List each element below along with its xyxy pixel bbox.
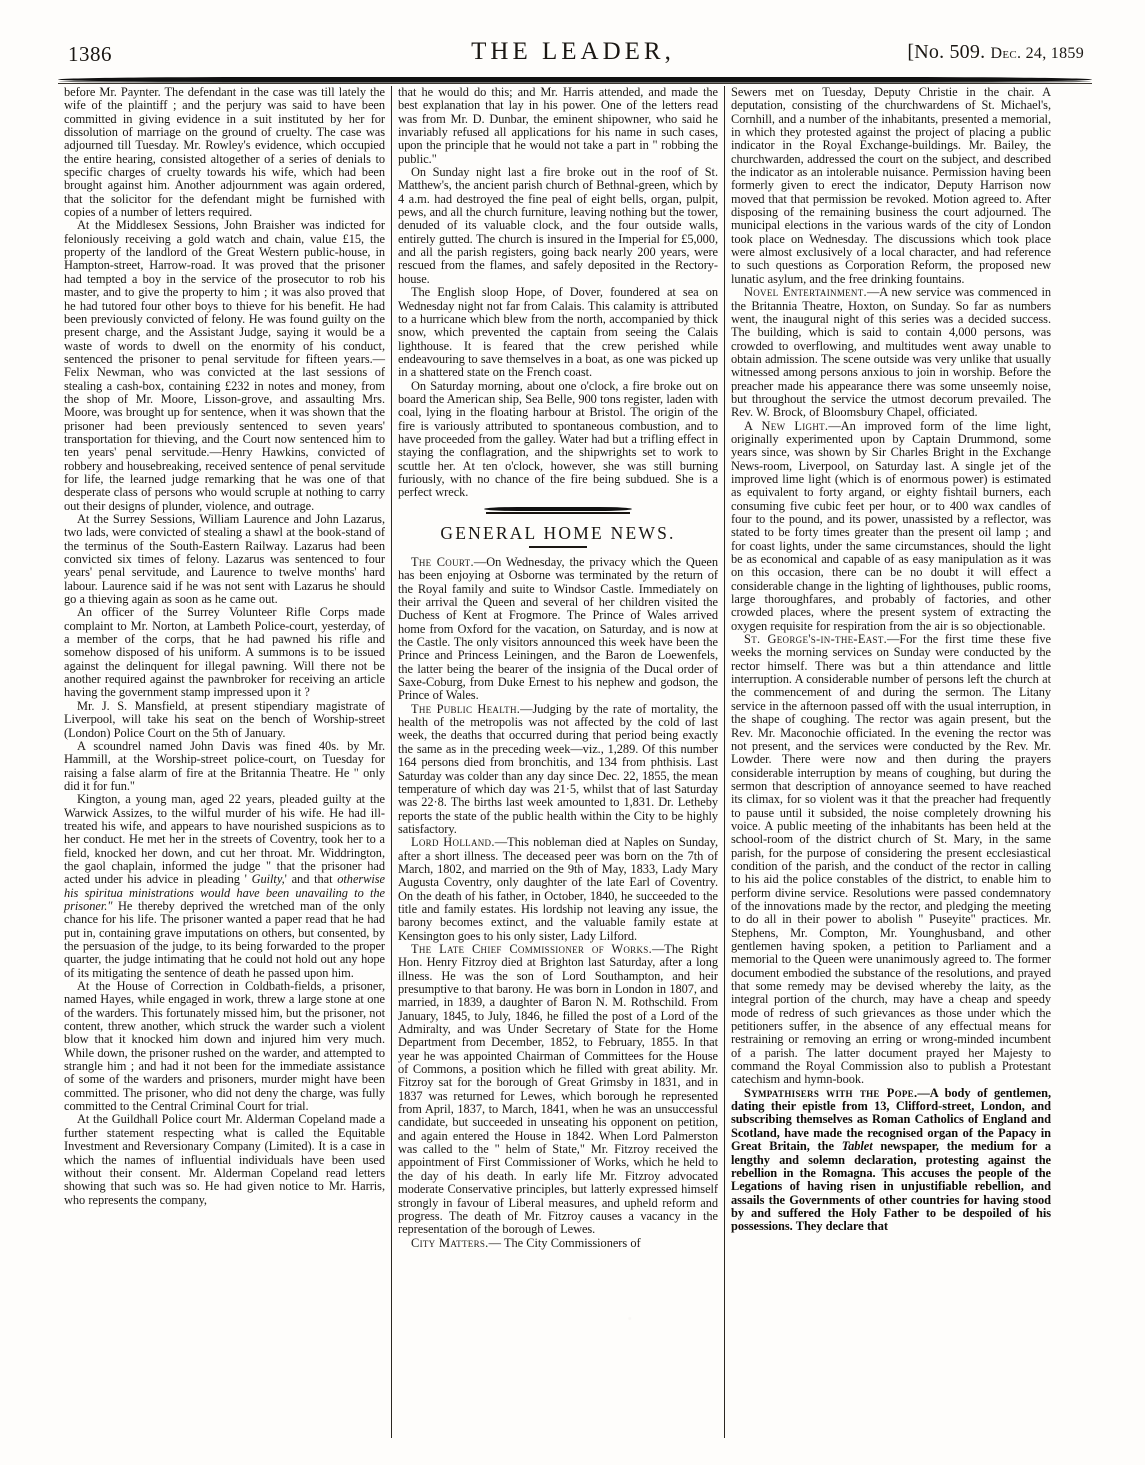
paragraph: Mr. J. S. Mansfield, at present stipendiary magistrate of Liverpool, will take his seat on the bench of Worship-street (London) Police Court on the 5th of January. [64, 698, 385, 740]
italic-run: Tablet [841, 1139, 873, 1154]
italic-run: Guilty, [251, 872, 285, 887]
paragraph-lord-holland [398, 836, 718, 943]
paragraph-novel-entertainment [731, 286, 1051, 419]
column-3 [724, 86, 1057, 1438]
item-heading: St. George's-in-the-East. [744, 632, 888, 647]
issue-line [907, 41, 1084, 64]
text-run: —On Wednesday, the privacy which the Queen has been enjoying at Osborne was terminated by the return of the Royal family and suite to Windsor Castle. Immediately on their arrival the Queen and several of her children visited the Duchess of Kent at Frogmore. The Prince of Wales arrived home from Oxford for the vacation, on Saturday, and is now at the Castle. The only visitors announced this week have been the Prince and Princess Leiningen, and the Baron de Loewenfels, the latter being the bearer of the insignia of the Ducal order of Saxe-Coburg, from Duke Ernest to his nephew and godson, the Prince of Wales. [398, 555, 719, 703]
paragraph-city-matters [398, 1237, 718, 1250]
paragraph: An officer of the Surrey Volunteer Rifle Corps made complaint to Mr. Norton, at Lambeth Police-court, yesterday, of a member of the corps, that he had pawned his rifle and somehow disposed of his uniform. A summons is to be issued against the delinquent for illegal pawning. Will there not be another required against the pawnbroker for receiving an article having the government stamp impressed upon it ? [64, 605, 385, 700]
item-heading: The Court. [411, 555, 474, 569]
masthead-rule [58, 77, 1092, 82]
paragraph: A scoundrel named John Davis was fined 40s. by Mr. Hammill, at the Worship-street police-court, on Tuesday for raising a false alarm of fire at the Britannia Theatre. He " only did it for fun." [64, 738, 385, 793]
issue-number: [No. 509. [907, 41, 986, 63]
column-1 [58, 86, 391, 1438]
paragraph: On Saturday morning, about one o'clock, a fire broke out on board the American ship, Sea Belle, 900 tons register, laden with coal, lying in the floating harbour at Bristol. The origin of the fire is variously attributed to spontaneous combustion, and to have proceeded from the galley. Water had but a trifling effect in staying the conflagration, and the shipwrights set to work to scuttle her. At ten o'clock, however, she was still burning furiously, with no chance of the fire being subdued. She is a perfect wreck. [398, 378, 718, 500]
section-heading-general-home-news: GENERAL HOME NEWS. [440, 522, 676, 543]
text-run: —The Right Hon. Henry Fitzroy died at Brighton last Saturday, after a long illness. He was the son of Lord Southampton, and heir presumptive to that barony. He was born in London in 1807, and married, in 1839, a daughter of Baron N. M. Rothschild. From January, 1845, to July, 1846, he filled the post of a Lord of the Admiralty, and was Under Secretary of State for the Home Department from December, 1852, to February, 1855. In that year he was appointed Chairman of Committees for the House of Commons, a position which he filled with great ability. Mr. Fitzroy sat for the borough of Great Grimsby in 1831, and in 1837 was returned for Lewes, which borough he represented from April, 1837, to March, 1841, when he was an unsuccessful candidate, but succeeded in unseating his opponent on petition, and again entered the House in 1842. When Lord Palmerston was called to the " helm of State," Mr. Fitzroy received the appointment of First Commissioner of Works, which he held to the day of his death. In early life Mr. Fitzroy advocated moderate Conservative principles, but latterly expressed himself strongly in favour of Liberal measures, and upheld reform and progress. The death of Mr. Fitzroy causes a vacancy in the representation of the borough of Lewes. [398, 941, 718, 1237]
text-run: Kington, a young man, aged 22 years, pleaded guilty at the Warwick Assizes, to the wilful murder of his wife. He had ill-treated his wife, and appears to have nourished suspicions as to her conduct. He met her in the streets of Coventry, took her to a field, knocked her down, and cut her throat. Mr. Widdrington, the gaol chaplain, informed the judge " that the prisoner had acted under his advice in pleading ' [64, 792, 385, 887]
column-grid [58, 86, 1092, 1438]
paragraph-public-health [398, 703, 718, 836]
text-run: —Judging by the rate of mortality, the health of the metropolis was not affected by the cold of last week, the deaths that occurred during that period being exactly the same as in the preceding week—viz., 1,289. Of this number 164 persons died from bronchitis, and 134 from phthisis. Last Saturday was colder than any day since Dec. 22, 1855, the mean temperature of which day was 21·5, whilst that of last Saturday was 22·8. The births last week amounted to 1,831. Dr. Letheby reports the state of the public health within the City to be highly satisfactory. [398, 701, 718, 836]
text-run: He thereby deprived the wretched man of the only chance for his life. The prisoner wanted a paper read that he had put in, containing grave imputations on others, but consented, by the persuasion of the judge, to its being forwarded to the proper quarter, the judge intimating that he could not hold out any hope of its mitigating the sentence of death he passed upon him. [64, 898, 385, 980]
paragraph: Sewers met on Tuesday, Deputy Christie in the chair. A deputation, consisting of the churchwardens of St. Michael's, Cornhill, and a number of the inhabitants, presented a memorial, in which they protested against the project of placing a public indicator in the Royal Exchange-buildings. Mr. Bailey, the churchwarden, addressed the court on the subject, and described the indicator as an intolerable nuisance. Permission having been formerly given to erect the indicator, Deputy Harrison now moved that that permission be revoked. Motion agreed to. After disposing of the remaining business the court adjourned. The municipal elections in the various wards of the city of London took place on Wednesday. The discussions which took place were almost exclusively of a local character, and had reference to such questions as Corporation Reform, the proposed new lunatic asylum, and the free drinking fountains. [731, 85, 1051, 286]
item-heading: The Late Chief Commissioner of Works. [411, 941, 652, 956]
column-2 [391, 86, 724, 1438]
item-heading: The Public Health. [411, 701, 521, 716]
paragraph-chief-commissioner-of-works [398, 943, 718, 1237]
item-heading: City Matters. [411, 1235, 489, 1250]
section-divider-rule [484, 507, 632, 511]
paragraph-kington-murder [64, 793, 385, 980]
paragraph-sympathisers-with-the-pope [731, 1087, 1051, 1234]
column-1-body [64, 86, 385, 1207]
text-run: — The City Commissioners of [488, 1235, 641, 1250]
paragraph-the-court [398, 556, 718, 703]
text-run: —A new service was commenced in the Britannia Theatre, Hoxton, on Sunday. So far as numbers went, the inaugural night of this series was a decided success. The building, which is said to contain 4,000 persons, was crowded to overflowing, and multitudes went away unable to obtain admission. The scene outside was very unlike that usually witnessed among persons anxious to join in worship. Before the preacher made his appearance there was some unseemly noise, but throughout the service the utmost decorum prevailed. The Rev. W. Brock, of Bloomsbury Chapel, officiated. [731, 285, 1051, 420]
paragraph: that he would do this; and Mr. Harris attended, and made the best explanation that lay in his power. One of the letters read was from Mr. D. Dunbar, the eminent shipowner, who said he invariably refused all applications for his name in such cases, upon the principle that he would not take a part in " robbing the public." [398, 85, 718, 166]
paragraph: before Mr. Paynter. The defendant in the case was till lately the wife of the plaintiff ; and the perjury was said to have been committed in giving evidence in a suit instituted by her for dissolution of marriage on the ground of cruelty. The case was adjourned till Tuesday. Mr. Rowley's evidence, which occupied the entire hearing, consisted altogether of a series of denials to specific charges of cruelty towards his wife, which had been brought against him. Another adjournment was again ordered, that the solicitor for the defendant might be furnished with copies of a number of letters required. [64, 85, 385, 220]
column-2-body [398, 86, 718, 1250]
item-heading: A New Light. [744, 418, 829, 433]
section-heading-underline [529, 546, 587, 548]
paragraph: The English sloop Hope, of Dover, foundered at sea on Wednesday night not far from Calais. This calamity is attributed to a hurricane which blew from the north, accompanied by thick snow, which prevented the captain from seeing the Calais lighthouse. It is feared that the crew perished while endeavouring to save themselves in a boat, as one was picked up in a shattered state on the French coast. [398, 285, 718, 380]
issue-date: Dec. 24, 1859 [990, 45, 1084, 62]
text-run: —An improved form of the lime light, originally experimented upon by Captain Drummond, some years since, was shown by Sir Charles Bright in the Exchange News-room, Liverpool, on Saturday last. A single jet of the improved lime light (which is of enormous power) is estimated as equivalent to forty argand, or eighty fishtail burners, each consuming five cubic feet per hour, or to 400 wax candles of four to the pound, and its power, unassisted by a reflector, was stated to be forty times greater than the present oil lamp ; and for coast lights, under the same circumstances, should the light be as economical and capable of as easy manipulation as it was on this occasion, there can be no doubt it will effect a considerable change in the lighting of lighthouses, public rooms, large thoroughfares, and probably of factories, and other crowded places, where the present system of extracting the oxygen requisite for respiration from the air is so objectionable. [731, 418, 1052, 633]
paragraph: At the House of Correction in Coldbath-fields, a prisoner, named Hayes, while engaged in work, threw a large stone at one of the warders. This fortunately missed him, but the prisoner, not content, threw another, which struck the warder such a violent blow that it knocked him down and injured him very much. While down, the prisoner rushed on the warder, and attempted to strangle him ; and had it not been for the immediate assistance of some of the warders and prisoners, murder might have been committed. The prisoner, who did not deny the charge, was fully committed to the Central Criminal Court for trial. [64, 979, 385, 1114]
paragraph: On Sunday night last a fire broke out in the roof of St. Matthew's, the ancient parish church of Bethnal-green, which by 4 a.m. had destroyed the fine peal of eight bells, organ, pulpit, pews, and all the church furniture, leaving nothing but the tower, denuded of its valuable clock, and the four outside walls, entirely gutted. The church is insured in the Imperial for £5,000, and all the parish registers, going back nearly 200 years, were rescued from the flames, and safely deposited in the Rectory-house. [398, 165, 718, 286]
column-3-body [731, 86, 1051, 1234]
text-run: —A body of gentlemen, dating their epistle from 13, Clifford-street, London, and subscribing themselves as Roman Catholics of England and Scotland, have made the recognised organ of the Papacy in Great Britain, the [731, 1085, 1051, 1154]
text-run: —For the first time these five weeks the morning services on Sunday were conducted by the rector himself. There was but a thin attendance and little interruption. A considerable number of persons left the church at the commencement of and during the sermon. The Litany service in the afternoon passed off with the usual interruption, in the shape of coughing. The rector was again present, but the Rev. Mr. Maconochie officiated. In the evening the rector was not present, and the services were conducted by the Rev. Mr. Lowder. There were now and then during the prayers considerable interruption by means of coughing, but during the sermon that description of annoyance seemed to have reached its climax, for so violent was it that the preacher had frequently to pause until it subsided, the noise completely drowning his voice. A public meeting of the inhabitants has been held at the school-room of the district church of St. Mary, in the same parish, for the purpose of considering the present ecclesiastical condition of the parish, and the conduct of the rector in calling to his aid the police constables of the district, to enable him to perform divine service. Resolutions were passed condemnatory of the innovations made by the rector, and pledging the meeting to do all in their power to abolish " Puseyite" practices. Mr. Stephens, Mr. Compton, Mr. Younghusband, and other gentlemen having spoken, a petition to Parliament and a memorial to the Queen were unanimously agreed to. The former document embodied the substance of the resolutions, and prayed that some remedy may be devised whereby the laity, as the integral portion of the church, may have a cheap and speedy mode of redress of such grievances as those under which the petitioners suffer, in the absence of any effectual means for restraining or removing an erring or wrong-minded incumbent of a parish. The latter document prayed her Majesty to command the Royal Commission also to publish a Protestant catechism and hymn-book. [731, 632, 1051, 1087]
paragraph: At the Middlesex Sessions, John Braisher was indicted for feloniously receiving a gold watch and chain, value £15, the property of the landlord of the Great Western public-house, in Hampton-street, Harrow-road. It was proved that the prisoner had tempted a boy in the service of the prosecutor to rob his master, and to give the property to him ; it was also proved that he had tutored four other boys to thieve for his benefit. He had been previously convicted of felony. He was found guilty on the present charge, and the Assistant Judge, saying it would be a waste of words to dwell on the enormity of his conduct, sentenced the prisoner to penal servitude for fifteen years.—Felix Newman, who was convicted at the last sessions of stealing a cash-box, containing £232 in notes and money, from the shop of Mr. Moore, Lisson-grove, and assaulting Mrs. Moore, was brought up for sentence, when it was shown that the prisoner had been previously sentenced to seven years' transportation for thieving, and the Court now sentenced him to ten years' penal servitude.—Henry Hawkins, convicted of robbery and housebreaking, received sentence of penal servitude for life, the learned judge remarking that he was one of that desperate class of persons who would scruple at nothing to carry out their designs of plunder, violence, and outrage. [64, 218, 385, 513]
publication-title: THE LEADER, [471, 38, 675, 65]
text-run: newspaper, the medium for a lengthy and solemn declaration, protesting against the rebellion in the Romagna. This accuses the people of the Legations of having risen in unjustifiable rebellion, and assails the Governments of other countries for having stood by and suffered the Holy Father to be despoiled of his possessions. They declare that [731, 1139, 1051, 1234]
italic-run: otherwise his spiritua ministrations would have been unavailing to the prisoner." [64, 872, 385, 913]
page-folio-number: 1386 [68, 42, 112, 66]
item-heading: Lord Holland. [411, 835, 495, 850]
paragraph: At the Surrey Sessions, William Laurence and John Lazarus, two lads, were convicted of stealing a shawl at the book-stand of the terminus of the South-Eastern Railway. Lazarus had been convicted six times of felony. Lazarus was sentenced to four years' penal servitude, and Laurence to twelve months' hard labour. Laurence said if he was not sent with Lazarus he should go a thieving again as soon as he came out. [64, 512, 385, 607]
item-heading: Novel Entertainment. [744, 285, 867, 300]
text-run: ' and that [284, 872, 338, 887]
text-run: —This nobleman died at Naples on Sunday, after a short illness. The deceased peer was born on the 7th of March, 1802, and married on the 9th of May, 1833, Lady Mary Augusta Coventry, only daughter of the late Earl of Coventry. On the death of his father, in October, 1840, he succeeded to the title and family estates. His lordship not leaving any issue, the barony becomes extinct, and the valuable family estate at Kensington goes to his only sister, Lady Lilford. [398, 835, 718, 943]
paragraph: At the Guildhall Police court Mr. Alderman Copeland made a further statement respecting what is called the Equitable Investment and Reversionary Company (Limited). It is a case in which the names of influential individuals have been used without their consent. Mr. Alderman Copeland read letters showing that such was so. He had given notice to Mr. Harris, who represents the company, [64, 1112, 385, 1207]
paragraph-st-georges-in-the-east [731, 633, 1051, 1087]
masthead [58, 38, 1088, 72]
paragraph-a-new-light [731, 420, 1051, 634]
item-heading: Sympathisers with the Pope. [744, 1085, 918, 1100]
